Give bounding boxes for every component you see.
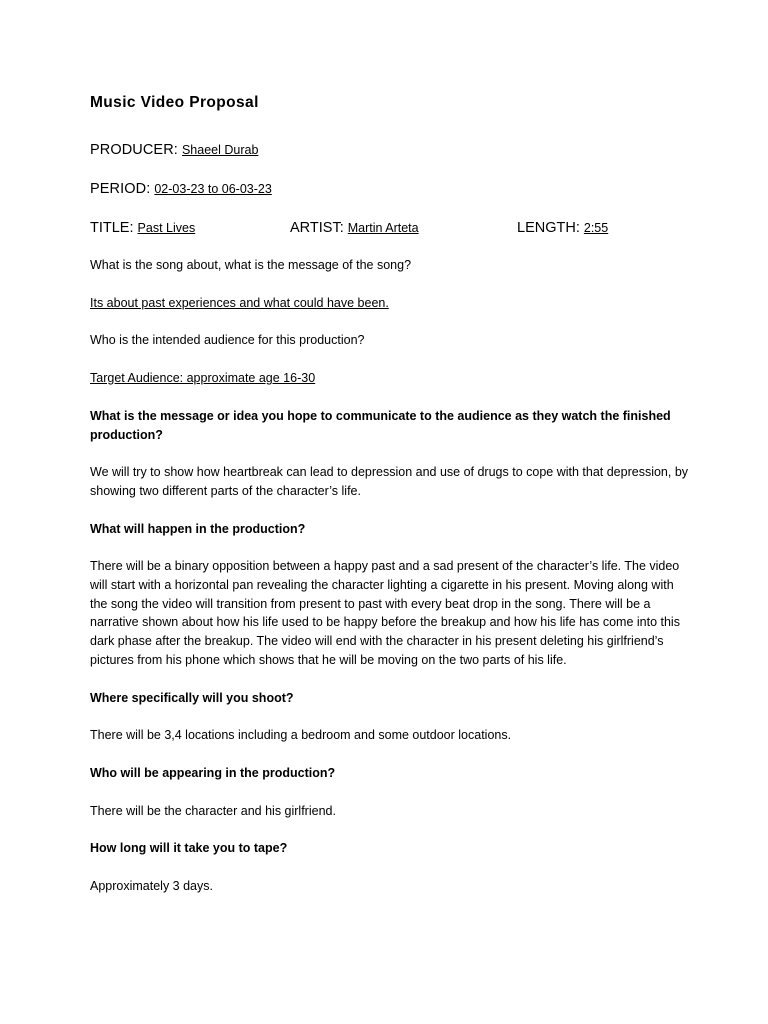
meta-row [90, 218, 690, 238]
document-page [90, 92, 690, 915]
question-message: What is the message or idea you hope to communicate to the audience as they watch the finished production? [90, 408, 671, 442]
answer-message: We will try to show how heartbreak can lead to depression and use of drugs to cope with that depression, by showing two different parts of the character’s life. [90, 465, 689, 498]
producer-label: PRODUCER: [90, 142, 178, 158]
answer-what-happens: There will be a binary opposition between a happy past and a sad present of the character’s life. The video will start with a horizontal pan revealing the character lighting a cigarette in his present. Moving along with the song the video will transition from present to past with every beat drop in the song. There will be a narrative shown about how his life used to be happy before the breakup and how his life has come into this dark phase after the breakup. The video will end with the character in his present deleting his girlfriend’s pictures from his phone which shows that he will be moving on the two parts of his life. [90, 559, 680, 667]
artist-label: ARTIST: [290, 220, 344, 236]
question-tape-duration: How long will it take you to tape? [90, 841, 288, 856]
period-value: 02-03-23 to 06-03-23 [154, 182, 272, 196]
song-title-label: TITLE: [90, 220, 134, 236]
artist-value: Martin Arteta [347, 221, 419, 235]
length-value: 2:55 [583, 221, 609, 235]
question-appearing: Who will be appearing in the production? [90, 765, 336, 780]
answer-song-about: Its about past experiences and what could have been. [90, 295, 389, 310]
document-title: Music Video Proposal [90, 94, 259, 111]
period-label: PERIOD: [90, 181, 151, 197]
answer-shoot-location: There will be 3,4 locations including a bedroom and some outdoor locations. [90, 728, 512, 743]
question-audience: Who is the intended audience for this production? [90, 333, 365, 348]
answer-tape-duration: Approximately 3 days. [90, 879, 213, 894]
length-field [517, 218, 608, 238]
length-label: LENGTH: [517, 220, 580, 236]
producer-line [90, 140, 690, 160]
question-what-happens: What will happen in the production? [90, 521, 306, 536]
producer-value: Shaeel Durab [181, 143, 259, 157]
artist-field [290, 218, 419, 238]
song-title-field [90, 218, 195, 238]
question-song-about: What is the song about, what is the message of the song? [90, 258, 412, 272]
answer-audience: Target Audience: approximate age 16-30 [90, 371, 316, 386]
period-line [90, 179, 690, 199]
question-shoot-location: Where specifically will you shoot? [90, 690, 294, 705]
song-title-value: Past Lives [137, 221, 196, 235]
answer-appearing: There will be the character and his girlfriend. [90, 803, 336, 818]
